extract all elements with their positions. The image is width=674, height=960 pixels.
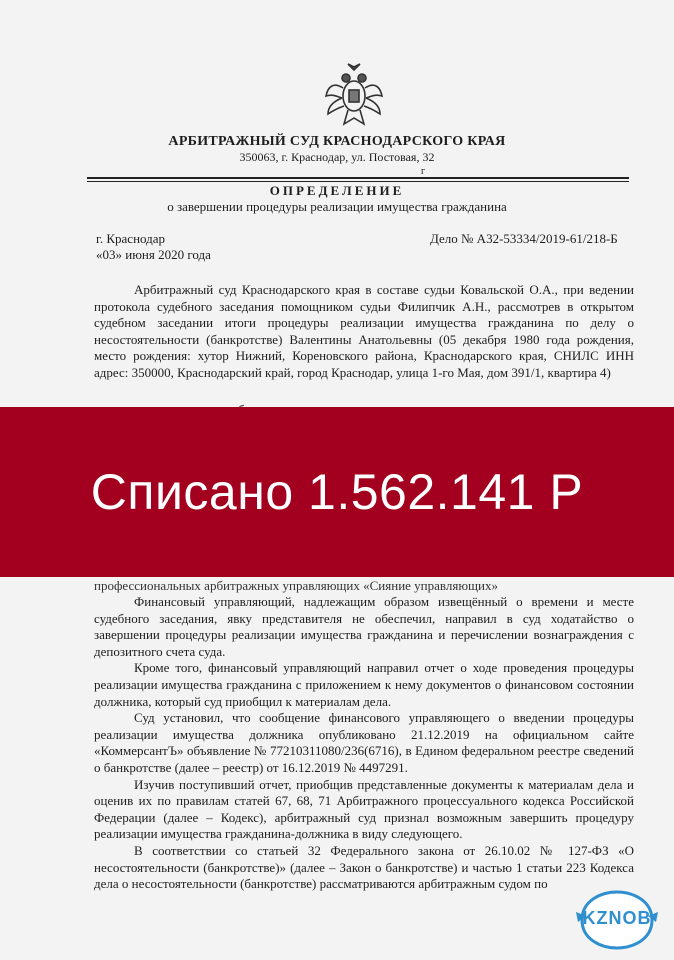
banner-text: Списано 1.562.141 Р bbox=[90, 464, 584, 520]
coat-of-arms-icon bbox=[322, 62, 386, 132]
court-name: АРБИТРАЖНЫЙ СУД КРАСНОДАРСКОГО КРАЯ bbox=[168, 134, 506, 149]
court-address: 350063, г. Краснодар, ул. Постовая, 32 bbox=[239, 150, 435, 164]
city: г. Краснодар bbox=[96, 231, 166, 246]
paragraph: В соответствии со статьей 32 Федерального закона от 26.10.02 № 127-ФЗ «О несостоятельности (банкротстве)» (далее – Закон о банкротстве) и частью 1 статьи 223 Кодекса дела о несостоятельности (банкротстве) рассматриваются арбитражным судом по bbox=[94, 842, 634, 892]
document-title: ОПРЕДЕЛЕНИЕ bbox=[269, 183, 405, 198]
paragraph: Кроме того, финансовый управляющий направил отчет о ходе проведения процедуры реализации имущества гражданина с приложением к нему документов о финансовом состоянии должника, который суд приобщил к материалам дела. bbox=[94, 660, 634, 709]
watermark-text: KZNOB bbox=[582, 908, 652, 928]
paragraph: Суд установил, что сообщение финансового управляющего о введении процедуры реализации имущества должника опубликовано 21.12.2019 на официальном сайте «КоммерсантЪ» объявление № 77210311080/236(6716), в Едином федеральном реестре сведений о банкротстве (далее – реестр) от 16.12.2019 № 4497291. bbox=[94, 710, 634, 775]
paragraph: Изучив поступивший отчет, приобщив представленные документы к материалам дела и оценив их по правилам статей 67, 68, 71 Арбитражного процессуального кодекса Российской Федерации (далее – Кодекс), арбитражный суд признал возможным завершить процедуру реализации имущества гражданина-должника в виду следующего. bbox=[94, 776, 634, 842]
watermark-logo bbox=[572, 888, 662, 952]
header-divider bbox=[87, 177, 629, 179]
header-divider-thin bbox=[87, 181, 629, 182]
partial-line: профессиональных арбитражных управляющих «Сияние управляющих» bbox=[94, 578, 499, 593]
intro-section bbox=[94, 282, 634, 382]
document-date: «03» июня 2020 года bbox=[96, 247, 211, 262]
case-number: Дело № А32-53334/2019-61/218-Б bbox=[430, 231, 618, 246]
paragraph: Арбитражный суд Краснодарского края в составе судьи Ковальской О.А., при ведении протокола судебного заседания помощником судьи Филипчик А.Н., рассмотрев в открытом судебном заседании итоги процедуры реализации имущества гражданина по делу о несостоятельности (банкротстве) Валентины Анатольевны (05 декабря 1980 года рождения, место рождения: хутор Нижний, Кореновского района, Краснодарского края, СНИЛС ИНН адрес: 350000, Краснодарский край, город Краснодар, улица 1-го Мая, дом 391/1, квартира 4) bbox=[94, 282, 634, 380]
address-mark: г bbox=[421, 166, 426, 177]
main-section bbox=[94, 594, 634, 893]
document-subtitle: о завершении процедуры реализации имущества гражданина bbox=[167, 199, 507, 214]
overlay-banner bbox=[0, 407, 674, 577]
paragraph: Финансовый управляющий, надлежащим образом извещённый о времени и месте судебного заседания, явку представителя не обеспечил, направил в суд ходатайство о завершении процедуры реализации имущества гражданина и перечислении вознаграждения с депозитного счета суда. bbox=[94, 594, 634, 659]
